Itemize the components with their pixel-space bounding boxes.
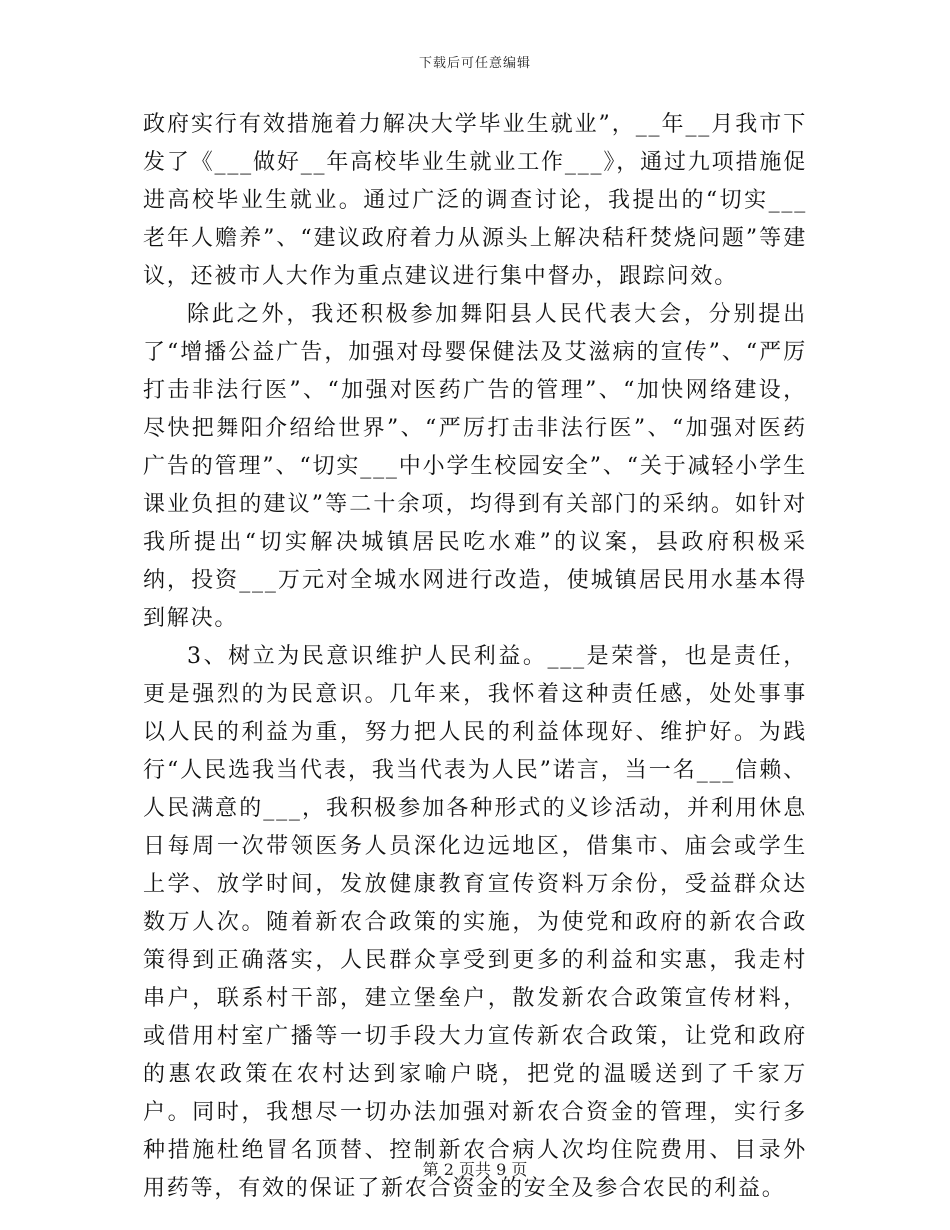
document-body [143,106,807,1208]
page-number: 第 2 页共 9 页 [422,1160,528,1179]
paragraph-continued: 政府实行有效措施着力解决大学毕业生就业”，__年__月我市下发了《___做好__年高校毕业生就业工作___》，通过九项措施促进高校毕业生就业。通过广泛的调查讨论，我提出的“切实___老年人赡养”、“建议政府着力从源头上解决秸秆焚烧问题”等建议，还被市人大作为重点建议进行集中督办，跟踪问效。 [143,112,807,289]
paragraph-people-interests: 3、树立为民意识维护人民利益。___是荣誉，也是责任，更是强烈的为民意识。几年来，我怀着这种责任感，处处事事以人民的利益为重，努力把人民的利益体现好、维护好。为践行“人民选我当代表，我当代表为人民”诺言，当一名___信赖、人民满意的___，我积极参加各种形式的义诊活动，并利用休息日每周一次带领医务人员深化边远地区，借集市、庙会或学生上学、放学时间，发放健康教育宣传资料万余份，受益群众达数万人次。随着新农合政策的实施，为使党和政府的新农合政策得到正确落实，人民群众享受到更多的利益和实惠，我走村串户，联系村干部，建立堡垒户，散发新农合政策宣传材料，或借用村室广播等一切手段大力宣传新农合政策，让党和政府的惠农政策在农村达到家喻户晓，把党的温暖送到了千家万户。同时，我想尽一切办法加强对新农合资金的管理，实行多种措施杜绝冒名顶替、控制新农合病人次均住院费用、目录外用药等，有效的保证了新农合资金的安全及参合农民的利益。 [143,644,807,1201]
page-header: 下载后可任意编辑 [418,56,531,71]
paragraph-proposals: 除此之外，我还积极参加舞阳县人民代表大会，分别提出了“增播公益广告，加强对母婴保健法及艾滋病的宣传”、“严厉打击非法行医”、“加强对医药广告的管理”、“加快网络建设，尽快把舞阳介绍给世界”、“严厉打击非法行医”、“加强对医药广告的管理”、“切实___中小学生校园安全”、“关于减轻小学生课业负担的建议”等二十余项，均得到有关部门的采纳。如针对我所提出“切实解决城镇居民吃水难”的议案，县政府积极采纳，投资___万元对全城水网进行改造，使城镇居民用水基本得到解决。 [143,302,807,631]
